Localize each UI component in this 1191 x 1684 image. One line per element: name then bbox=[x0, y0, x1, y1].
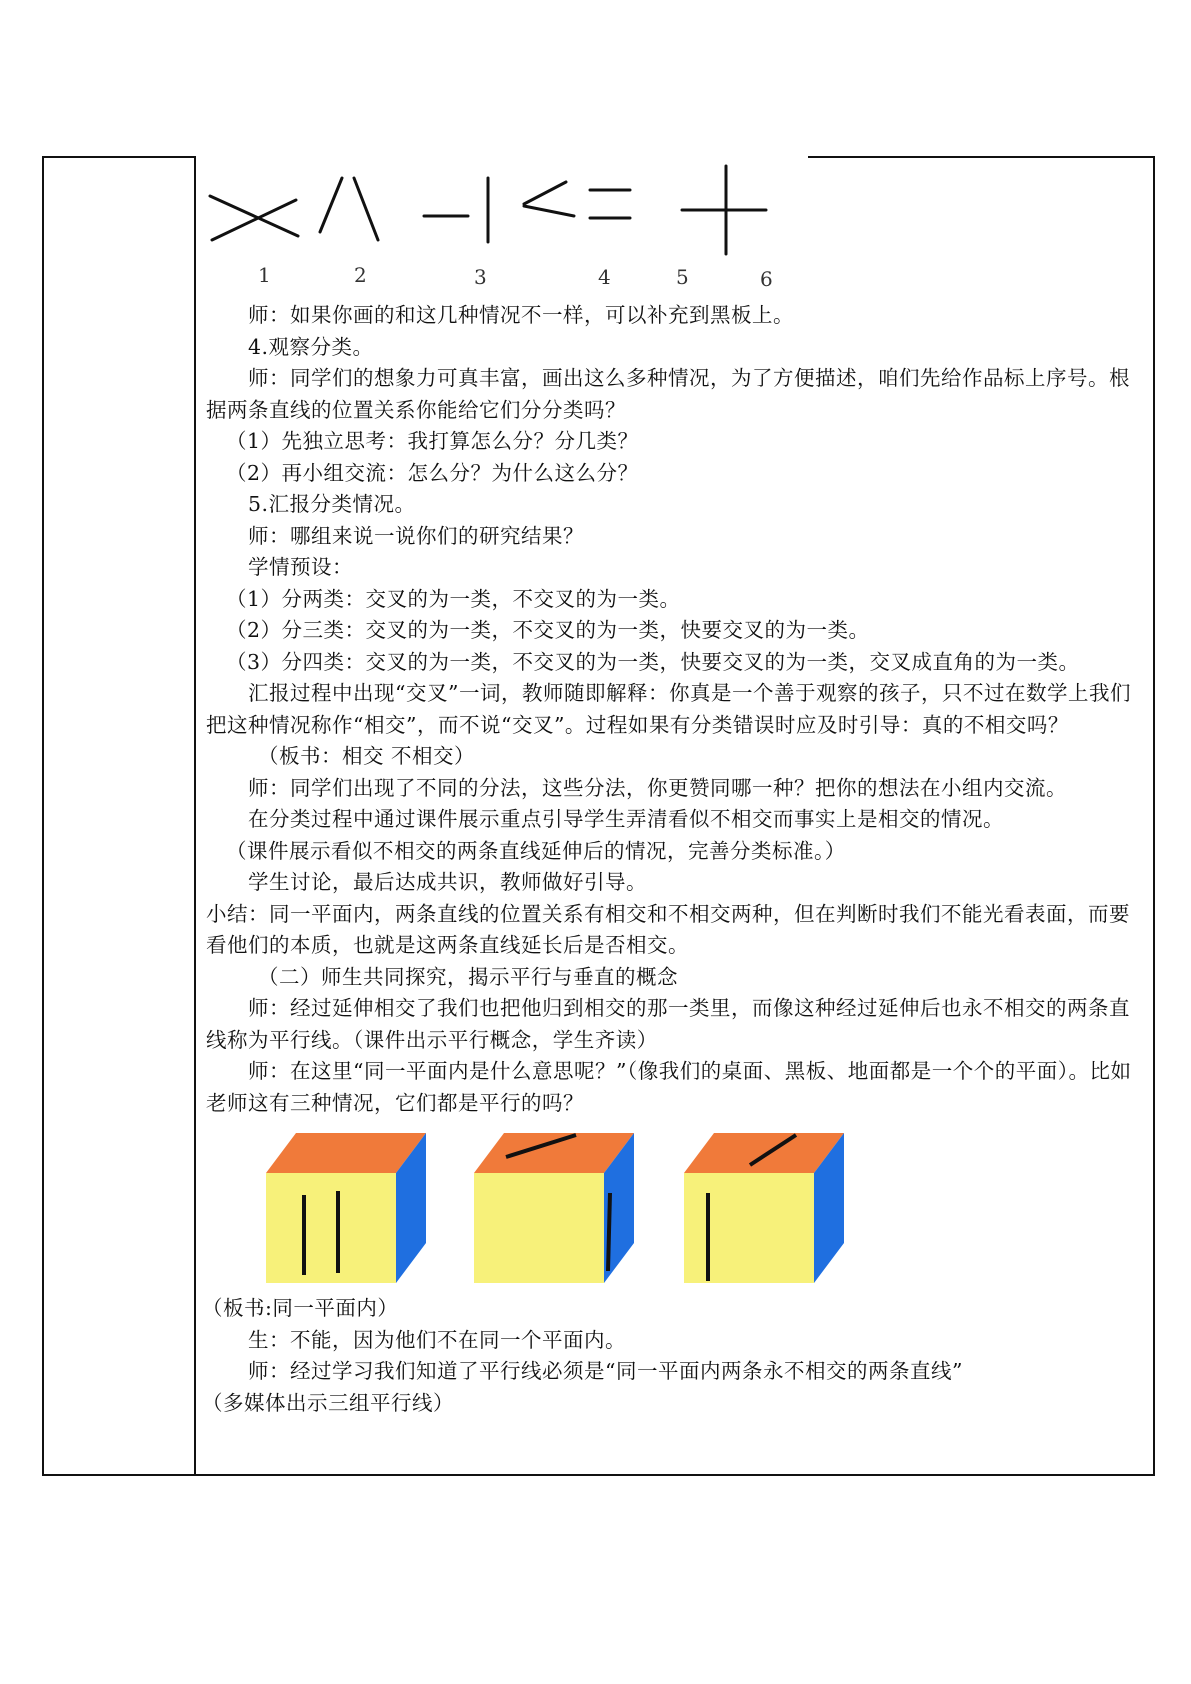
fig4-line-a bbox=[524, 182, 566, 204]
fig2-line-a bbox=[320, 178, 342, 232]
cube-2-line-b bbox=[608, 1193, 610, 1271]
fig1-line-b bbox=[212, 200, 296, 240]
paragraph: （2）分三类：交叉的为一类，不交叉的为一类，快要交叉的为一类。 bbox=[226, 618, 870, 642]
fig-number-6: 6 bbox=[760, 267, 773, 291]
paragraph: 学生讨论，最后达成共识，教师做好引导。 bbox=[248, 870, 647, 894]
paragraph: 师：在这里“同一平面内是什么意思呢？”（像我们的桌面、黑板、地面都是一个个的平面）。比如老师这有三种情况，它们都是平行的吗？ bbox=[206, 1059, 1132, 1115]
three-cubes-figure bbox=[266, 1125, 906, 1285]
paragraph: 师：经过学习我们知道了平行线必须是“同一平面内两条永不相交的两条直线” bbox=[248, 1359, 963, 1383]
cube-2-front bbox=[474, 1173, 604, 1283]
fig-number-2: 2 bbox=[354, 263, 367, 287]
paragraph: 4.观察分类。 bbox=[248, 334, 374, 359]
fig-number-5: 5 bbox=[676, 265, 689, 289]
cube-1 bbox=[266, 1133, 426, 1283]
fig1-line-a bbox=[210, 196, 298, 236]
paragraph: （1）分两类：交叉的为一类，不交叉的为一类。 bbox=[226, 586, 681, 611]
table-column-divider bbox=[194, 156, 196, 1476]
cube-1-front bbox=[266, 1173, 396, 1283]
paragraph: 5.汇报分类情况。 bbox=[248, 492, 416, 516]
paragraph: （板书：相交 不相交） bbox=[258, 744, 476, 768]
paragraph: 师：同学们的想象力可真丰富，画出这么多种情况，为了方便描述，咱们先给作品标上序号。根据两条直线的位置关系你能给它们分分类吗？ bbox=[206, 366, 1130, 422]
cube-3 bbox=[684, 1133, 844, 1283]
lesson-text bbox=[206, 300, 1136, 1119]
paragraph: 在分类过程中通过课件展示重点引导学生弄清看似不相交而事实上是相交的情况。 bbox=[248, 807, 1004, 831]
fig-number-1: 1 bbox=[258, 263, 271, 287]
paragraph: 师：经过延伸相交了我们也把他归到相交的那一类里，而像这种经过延伸后也永不相交的两条直线称为平行线。（课件出示平行概念，学生齐读） bbox=[206, 996, 1130, 1052]
fig2-line-b bbox=[354, 178, 378, 240]
lesson-content-cell bbox=[202, 158, 1136, 1419]
paragraph: 师：如果你画的和这几种情况不一样，可以补充到黑板上。 bbox=[248, 303, 794, 327]
paragraph: （多媒体出示三组平行线） bbox=[202, 1390, 454, 1415]
paragraph: 生：不能，因为他们不在同一个平面内。 bbox=[248, 1327, 626, 1352]
paragraph: （二）师生共同探究，揭示平行与垂直的概念 bbox=[258, 964, 678, 989]
paragraph: （2）再小组交流：怎么分？为什么这么分？ bbox=[226, 460, 639, 485]
paragraph: 师：哪组来说一说你们的研究结果？ bbox=[248, 523, 584, 548]
paragraph: 汇报过程中出现“交叉”一词，教师随即解释：你真是一个善于观察的孩子，只不过在数学上我们把这种情况称作“相交”，而不说“交叉”。过程如果有分类错误时应及时引导：真的不相交吗？ bbox=[206, 681, 1131, 737]
paragraph: 学情预设： bbox=[248, 555, 353, 579]
lesson-text-after-figure bbox=[202, 1293, 1136, 1419]
paragraph: 师：同学们出现了不同的分法，这些分法，你更赞同哪一种？把你的想法在小组内交流。 bbox=[248, 775, 1067, 800]
cube-3-front bbox=[684, 1173, 814, 1283]
paragraph: （1）先独立思考：我打算怎么分？分几类？ bbox=[226, 429, 639, 453]
fig4-line-b bbox=[524, 206, 574, 216]
fig-number-3: 3 bbox=[474, 265, 487, 289]
fig-number-4: 4 bbox=[598, 265, 611, 289]
paragraph: 小结：同一平面内，两条直线的位置关系有相交和不相交两种，但在判断时我们不能光看表面，而要看他们的本质，也就是这两条直线延长后是否相交。 bbox=[206, 901, 1130, 957]
cube-2 bbox=[474, 1133, 634, 1283]
line-relationships-figure bbox=[206, 158, 826, 298]
paragraph: （板书:同一平面内） bbox=[202, 1296, 399, 1320]
paragraph: （3）分四类：交叉的为一类，不交叉的为一类，快要交叉的为一类，交叉成直角的为一类。 bbox=[226, 649, 1080, 674]
paragraph: （课件展示看似不相交的两条直线延伸后的情况，完善分类标准。） bbox=[226, 838, 846, 863]
